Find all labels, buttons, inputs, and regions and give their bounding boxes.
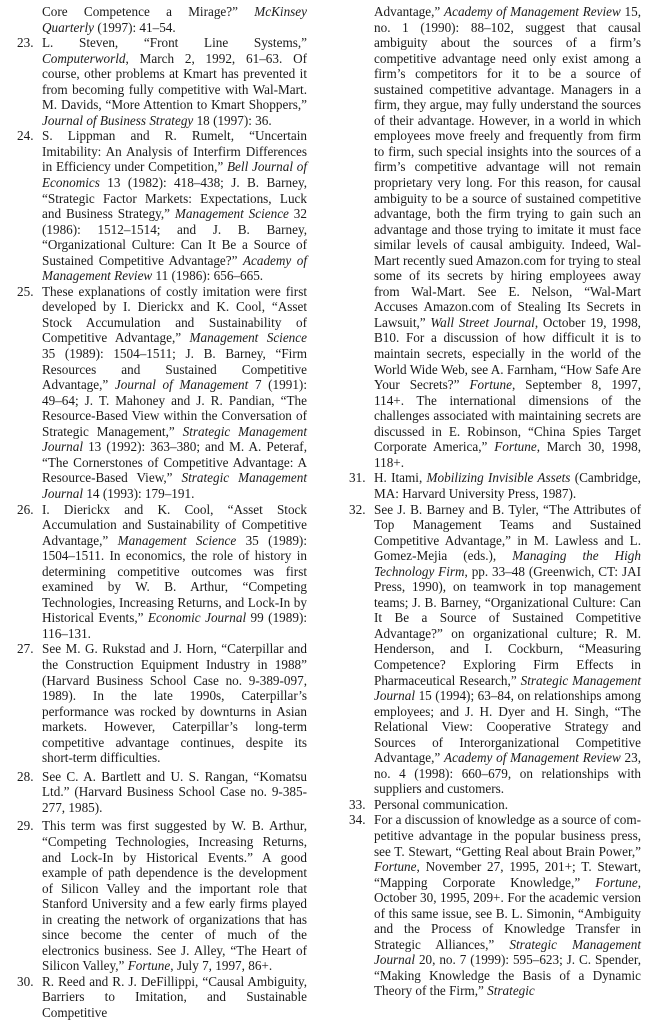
endnote-text: See M. G. Rukstad and J. Horn, “Caterpillar and the Construction Equipment Industry in 1988” (Harvard Business School Case no. 9-389-097, 1989). In the late 1990s, Caterpillar’s performance was rocked by downturns in Asian markets. However, Caterpillar’s long-term competitive advantage continues, despite its short-term difficulties. — [42, 641, 307, 766]
citation-title: Fortune — [595, 874, 638, 890]
endnote-text: H. Itami, — [374, 470, 427, 486]
endnote-text: R. Reed and R. J. DeFillippi, “Causal Ambiguity, Barriers to Imitation, and Sustainable Competitive — [42, 973, 307, 1020]
endnote-text: 15 (1994); 63–84, on relationships among employees; and J. H. Dyer and H. Singh, “The Relational View: Cooperative Strategy and Sources of Interorganizational Competitive Advantage,” — [374, 688, 641, 766]
citation-title: Mobilizing Invisible Assets — [426, 470, 571, 486]
citation-title: Journal of Management — [114, 377, 249, 393]
citation-title: Economic Journal — [147, 610, 247, 626]
endnote-text: , November 27, 1995, 201+; T. Stewart, “Mapping Corporate Knowledge,” — [374, 859, 641, 890]
endnote-number: 26. — [17, 501, 34, 517]
citation-title: Strategic Management Journal — [42, 423, 307, 455]
endnote-text: (Cambridge, MA: Harvard University Press, 1987). — [374, 470, 641, 501]
citation-title: Computerworld — [42, 50, 126, 66]
endnote-number: 31. — [349, 470, 366, 486]
citation-title: Academy of Management Review — [444, 750, 621, 766]
endnote-text: 7 (1991): 49–64; J. T. Mahoney and J. R. Pandian, “The Resource-Based View within the Conversation of Strategic Management,” — [42, 377, 307, 439]
citation-title: McKinsey Quarterly — [42, 4, 307, 35]
citation-title: Academy of Management Review — [444, 4, 621, 19]
endnote-text: , March 30, 1998, 118+. — [374, 439, 641, 470]
endnote-30 — [17, 974, 307, 1021]
endnote-text: 32 (1986): 1512–1514; and J. B. Barney, “Organizational Culture: Can It Be a Source of Sustained Competitive Advantage?” — [42, 206, 307, 268]
endnote-text: , July 7, 1997, 86+. — [170, 958, 273, 974]
endnote-text: 35 (1989): 1504–1511. In economics, the role of history in determining competitive outcomes was first examined by W. B. Arthur, “Competing Technologies, Increasing Returns, and Lock-In by Historical Events,” — [42, 532, 307, 626]
endnote-text: See J. B. Barney and B. Tyler, “The Attributes of Top Management Teams and Sustained Competitive Advantage,” in M. Lawless and L. Gomez-Mejia (eds.), — [374, 501, 641, 564]
endnote-25 — [17, 284, 307, 502]
endnote-29 — [17, 818, 307, 973]
left-column — [17, 4, 307, 1021]
endnote-text: 23, no. 4 (1998): 660–679, on relationships with suppliers and customers. — [374, 750, 642, 797]
citation-title: Fortune — [127, 958, 171, 974]
endnote-34 — [349, 812, 641, 999]
endnote-text: , October 19, 1998, B10. For a discussion of how difficult it is to maintain secrets, especially in the world of the World Wide Web, see A. Farnham, “How Safe Are Your Secrets?” — [374, 314, 641, 393]
endnote-26 — [17, 502, 307, 642]
citation-title: Fortune — [494, 439, 537, 455]
citation-title: Management Science — [174, 206, 289, 222]
endnote-33 — [349, 797, 641, 813]
endnote-text: 13 (1992): 363–380; and M. A. Peteraf, “The Cornerstones of Competitive Advantage: A Resource-Based View,” — [42, 439, 307, 486]
right-column — [349, 4, 641, 999]
citation-title: Fortune — [374, 859, 417, 875]
endnote-text: These explanations of costly imitation were first developed by I. Dierickx and K. Cool, “Asset Stock Accumulation and Sustainability of Competitive Advantage,” — [42, 283, 307, 346]
endnote-text: This term was first suggested by W. B. Arthur, “Competing Technologies, Increasing Returns, and Lock-In by Historical Events.” A good example of path dependence is the development of Silicon Valley and the important role that Stanford University and a few early firms played in creating the network of organizations that has since become the center of much of the electronics business. See J. Alley, “The Heart of Silicon Valley,” — [42, 818, 307, 974]
endnote-24 — [17, 128, 307, 283]
endnote-27 — [17, 641, 307, 765]
citation-title: Managing the High Technology Firm — [374, 548, 641, 579]
endnote-text: 13 (1982): 418–438; J. B. Barney, “Strategic Factor Markets: Expectations, Luck and Business Strategy,” — [42, 175, 307, 222]
endnote-continuation — [17, 4, 307, 35]
endnote-text: L. Steven, “Front Line Systems,” — [42, 35, 307, 51]
endnote-text: 14 (1993): 179–191. — [83, 485, 195, 501]
endnote-text: (1997): 41–54. — [94, 19, 176, 35]
citation-title: Bell Journal of Economics — [42, 159, 307, 191]
endnote-number: 29. — [17, 818, 34, 834]
citation-title: Strategic Management Journal — [374, 936, 641, 968]
endnote-text: , pp. 33–48 (Greenwich, CT: JAI Press, 1990), on teamwork in top management teams; J. B. Barney, “Organizational Culture: Can It Be a Source of Sustained Competitive Advantage?” on organizational culture; R. M. Henderson, and I. Cockburn, “Measuring Competence? Exploring Firm Effects in Pharmaceutical Research,” — [374, 563, 641, 688]
citation-title: Journal of Business Strategy — [42, 112, 194, 128]
endnote-32 — [349, 502, 641, 797]
endnote-28 — [17, 769, 307, 816]
citation-title: Strategic Management Journal — [42, 470, 307, 501]
endnote-text: Personal communication. — [374, 796, 509, 812]
endnote-text: , September 8, 1997, 114+. The international dimensions of the challenges associated with maintaining secrets are discussed in E. Robinson, “China Spies Target Corporate America,” — [374, 377, 641, 455]
endnote-text: Core Competence a Mirage?” — [42, 4, 255, 19]
endnote-number: 28. — [17, 768, 34, 784]
endnote-text: 35 (1989): 1504–1511; J. B. Barney, “Firm Resources and Sustained Competitive Advantage,” — [42, 346, 307, 393]
endnote-text: , October 30, 1995, 209+. For the academic version of this same issue, see B. L. Simonin, “Ambiguity and the Process of Knowledge Transfer in Strategic Alliances,” — [374, 874, 641, 952]
endnote-text: For a discussion of knowledge as a source of competitive advantage in the popular business press, see T. Stewart, “Getting Real about Brain Power,” — [374, 812, 641, 859]
endnote-number: 25. — [17, 283, 34, 299]
endnote-23 — [17, 35, 307, 128]
endnote-number: 23. — [17, 35, 34, 51]
endnote-number: 33. — [349, 796, 366, 812]
endnote-text: See C. A. Bartlett and U. S. Rangan, “Komatsu Ltd.” (Harvard Business School Case no. 9-385-277, 1985). — [42, 768, 307, 815]
endnote-text: I. Dierickx and K. Cool, “Asset Stock Accumulation and Sustainability of Competitive Advantage,” — [42, 501, 307, 548]
endnote-number: 34. — [349, 812, 366, 828]
citation-title: Fortune — [469, 377, 512, 393]
citation-title: Wall Street Journal — [430, 314, 535, 330]
endnote-text: 20, no. 7 (1999): 595–623; J. C. Spender, “Making Knowledge the Basis of a Dynamic Theory of the Firm,” — [374, 952, 641, 999]
endnote-31 — [349, 470, 641, 501]
citation-title: Academy of Management Review — [42, 252, 307, 284]
endnote-continuation — [349, 4, 641, 470]
endnote-text: 99 (1989): 116–131. — [42, 610, 308, 641]
citation-title: Strategic Management Journal — [374, 672, 641, 704]
endnote-number: 30. — [17, 973, 34, 989]
endnote-text: 18 (1997): 36. — [193, 112, 272, 128]
endnote-text: 15, no. 1 (1990): 88–102, suggest that causal ambiguity about the sources of a firm’s competitive advantage need only exist among a firm’s competitors for it to be a source of sustained competitive advantage. Managers in a firm, they argue, may fully understand the sources of their advantage. However, in a world in which employees move freely and frequently from firm to firm, such special insights into the sources of a firm’s competitive advantage will not remain proprietary very long. For this reason, for causal ambiguity to be a source of sustained competitive advantage, both the firm trying to gain such an advantage and those trying to imitate it must face similar levels of causal ambiguity. Indeed, Wal-Mart recently sued Amazon.com for trying to steal some of its secrets by hiring employees away from Wal-Mart. See E. Nelson, “Wal-Mart Accuses Amazon.com of Stealing Its Secrets in Lawsuit,” — [374, 4, 642, 330]
citation-title: Management Science — [189, 330, 307, 346]
endnote-number: 24. — [17, 128, 34, 144]
endnote-text: S. Lippman and R. Rumelt, “Uncertain Imitability: An Analysis of Interfirm Differences in Efficiency under Competition,” — [42, 128, 307, 175]
citation-title: Management Science — [117, 532, 237, 548]
endnote-text: 11 (1986): 656–665. — [152, 268, 264, 284]
endnote-text: , March 2, 1992, 61–63. Of course, other problems at Kmart has prevented it from becoming fully competitive with Wal-Mart. M. Davids, “More Attention to Kmart Shoppers,” — [42, 50, 307, 113]
endnote-number: 32. — [349, 501, 366, 517]
endnote-number: 27. — [17, 641, 34, 657]
endnote-text: Advantage,” — [374, 4, 445, 19]
citation-title: Strategic — [487, 983, 535, 999]
